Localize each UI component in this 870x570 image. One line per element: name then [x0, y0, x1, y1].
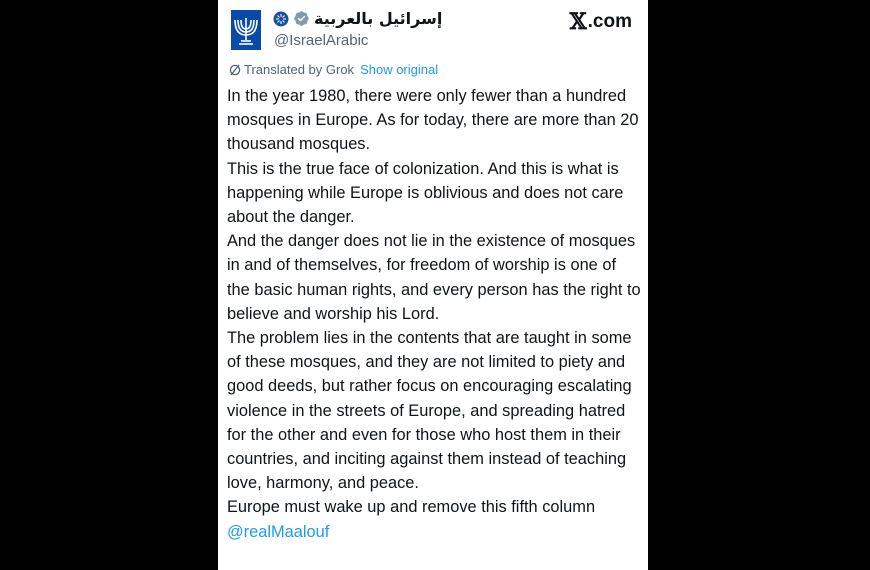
tweet-header [218, 0, 648, 60]
gov-emblem-badge-icon [273, 11, 289, 27]
tweet-paragraph: The problem lies in the contents that are taught in some of these mosques, and they are not limited to piety and good deeds, but rather focus on encouraging escalating violence in the streets of Europe, and spreading hatred for the other and even for those who host them in their countries, and inciting against them instead of teaching love, harmony, and peace. [227, 329, 632, 493]
translation-label: Translated by Grok [244, 62, 355, 77]
mention-link[interactable]: @realMaalouf [227, 522, 330, 541]
brand-domain: .com [587, 11, 632, 32]
tweet-paragraph: This is the true face of colonization. And this is what is happening while Europe is oblivious and does not care about the danger. [227, 159, 624, 227]
tweet-card [218, 0, 648, 570]
x-logo-icon: 𝕏 [569, 9, 587, 35]
account-handle[interactable]: @IsraelArabic [274, 32, 369, 49]
show-original-link[interactable]: Show original [360, 62, 439, 77]
tweet-paragraph: And the danger does not lie in the existence of mosques in and of themselves, for freedom of worship is one of the basic human rights, and every person has the right to believe and worship his Lord. [227, 232, 641, 323]
translation-bar [229, 62, 438, 77]
brand-logo [570, 9, 632, 35]
tweet-paragraph: Europe must wake up and remove this fifth column [227, 498, 596, 517]
tweet-paragraph: In the year 1980, there were only fewer than a hundred mosques in Europe. As for today, there are more than 20 thousand mosques. [227, 87, 639, 154]
menorah-emblem-icon [231, 10, 261, 50]
grok-icon [229, 64, 241, 76]
account-display-name[interactable]: إسرائيل بالعربية [314, 9, 443, 28]
tweet-text [227, 84, 643, 544]
verified-badge-icon [293, 10, 310, 27]
display-name-row [273, 9, 442, 28]
avatar[interactable] [231, 10, 261, 50]
